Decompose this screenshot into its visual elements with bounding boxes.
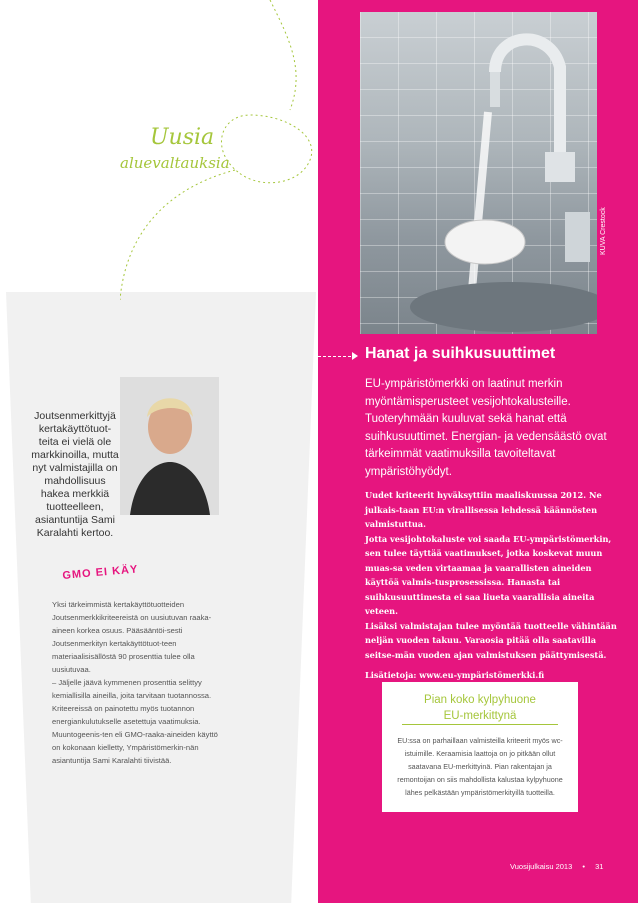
info-box-title-line-2: EU-merkittynä	[443, 710, 517, 722]
gmo-section-body	[52, 598, 222, 767]
faucet-icon	[360, 12, 597, 334]
footer-page-number: 31	[595, 862, 604, 871]
article-body	[365, 488, 627, 683]
article-paragraph-1: Uudet kriteerit hyväksyttiin maaliskuussa 2012. Ne julkais-taan EU:n virallisessa lehdessä käännösten valmistuttua.	[365, 490, 602, 529]
doodle-title-uusia: Uusia	[150, 125, 215, 150]
person-portrait	[120, 377, 219, 515]
faucet-photo	[360, 12, 597, 334]
info-box-title	[392, 692, 568, 724]
arrow-right-icon	[352, 352, 358, 360]
footer-publication: Vuosijulkaisu 2013	[510, 862, 573, 871]
info-box-body: EU:ssa on parhaillaan valmisteilla kriteerit myös wc-istuimille. Keraamisia laattoja on jo pitkään ollut saatavana EU-merkittyinä. Pian rakentajan ja remontoijan on siis mahdollista kalustaa kylpyhuone lähes pelkästään ympäristömerkityillä tuotteilla.	[397, 736, 563, 797]
article-paragraph-3: Lisäksi valmistajan tulee myöntää tuotteelle vähintään neljän vuoden takuu. Varaosia pitää olla saatavilla seitse-män vuoden ajan valmistuksen päättymisestä.	[365, 620, 617, 660]
pull-quote: Joutsenmerkittyjä kertakäyttötuot-teita ei vielä ole markkinoilla, mutta nyt valmistajilla on mahdollisuus hakea merkkiä tuotteelleen, asiantuntija Sami Karalahti kertoo.	[31, 410, 119, 539]
doodle-line	[120, 0, 320, 300]
article-more-info-link[interactable]: Lisätietoja: www.eu-ympäristömerkki.fi	[365, 670, 545, 680]
info-box-title-line-1: Pian koko kylpyhuone	[424, 694, 536, 706]
article-paragraph-2: Jotta vesijohtokaluste voi saada EU-ympäristömerkin, sen tulee täyttää vaatimukset, jotka koskevat muun muas-sa veden virtaamaa ja vaarallisten aineiden käyttöä valmis-tusprosessissa. Hanasta tai suihkusuuttimesta ei saa liueta vaarallisia aineita veteen.	[365, 533, 612, 616]
article-heading: Hanat ja suihkusuuttimet	[365, 345, 556, 362]
gmo-paragraph-1: Yksi tärkeimmistä kertakäyttötuotteiden Joutsenmerkkikriteereistä on uusiutuvan raaka-aineen korkea osuus. Pääsääntöi-sesti Joutsenmerkityn kertakäyttötuot-teen materiaalisisällöstä 90 prosenttia tulee olla uusiutuvaa.	[52, 600, 212, 674]
page-footer	[510, 862, 603, 871]
photo-credit: KUVA Crestock	[600, 207, 607, 255]
doodle-title-aluevaltauksia: aluevaltauksia	[120, 154, 230, 172]
gmo-section-title: GMO EI KÄY	[62, 563, 139, 582]
person-icon	[120, 377, 219, 515]
arrow-line	[318, 356, 356, 357]
gmo-paragraph-2: – Jäljelle jäävä kymmenen prosenttia selittyy kemiallisilla aineilla, joita tarvitaan tuotannossa. Kriteereissä on painotettu myös tuotannon energiankulutukselle asetettuja vaatimuksia. Muuntogeenis-ten eli GMO-raaka-aineiden käyttö on kokonaan kielletty, Ympäristömerkin-nän asiantuntija Sami Karalahti tiivistää.	[52, 678, 218, 765]
footer-separator: •	[582, 862, 585, 871]
info-box-divider	[402, 724, 558, 725]
article-intro: EU-ympäristömerkki on laatinut merkin myöntämisperusteet vesijohtokalusteille. Tuoteryhmään kuuluvat sekä hanat että suihkusuuttimet. Energian- ja vedensäästö ovat tärkeimmät vaatimuksilla tavoiteltavat ympäristöhyödyt.	[365, 378, 607, 478]
